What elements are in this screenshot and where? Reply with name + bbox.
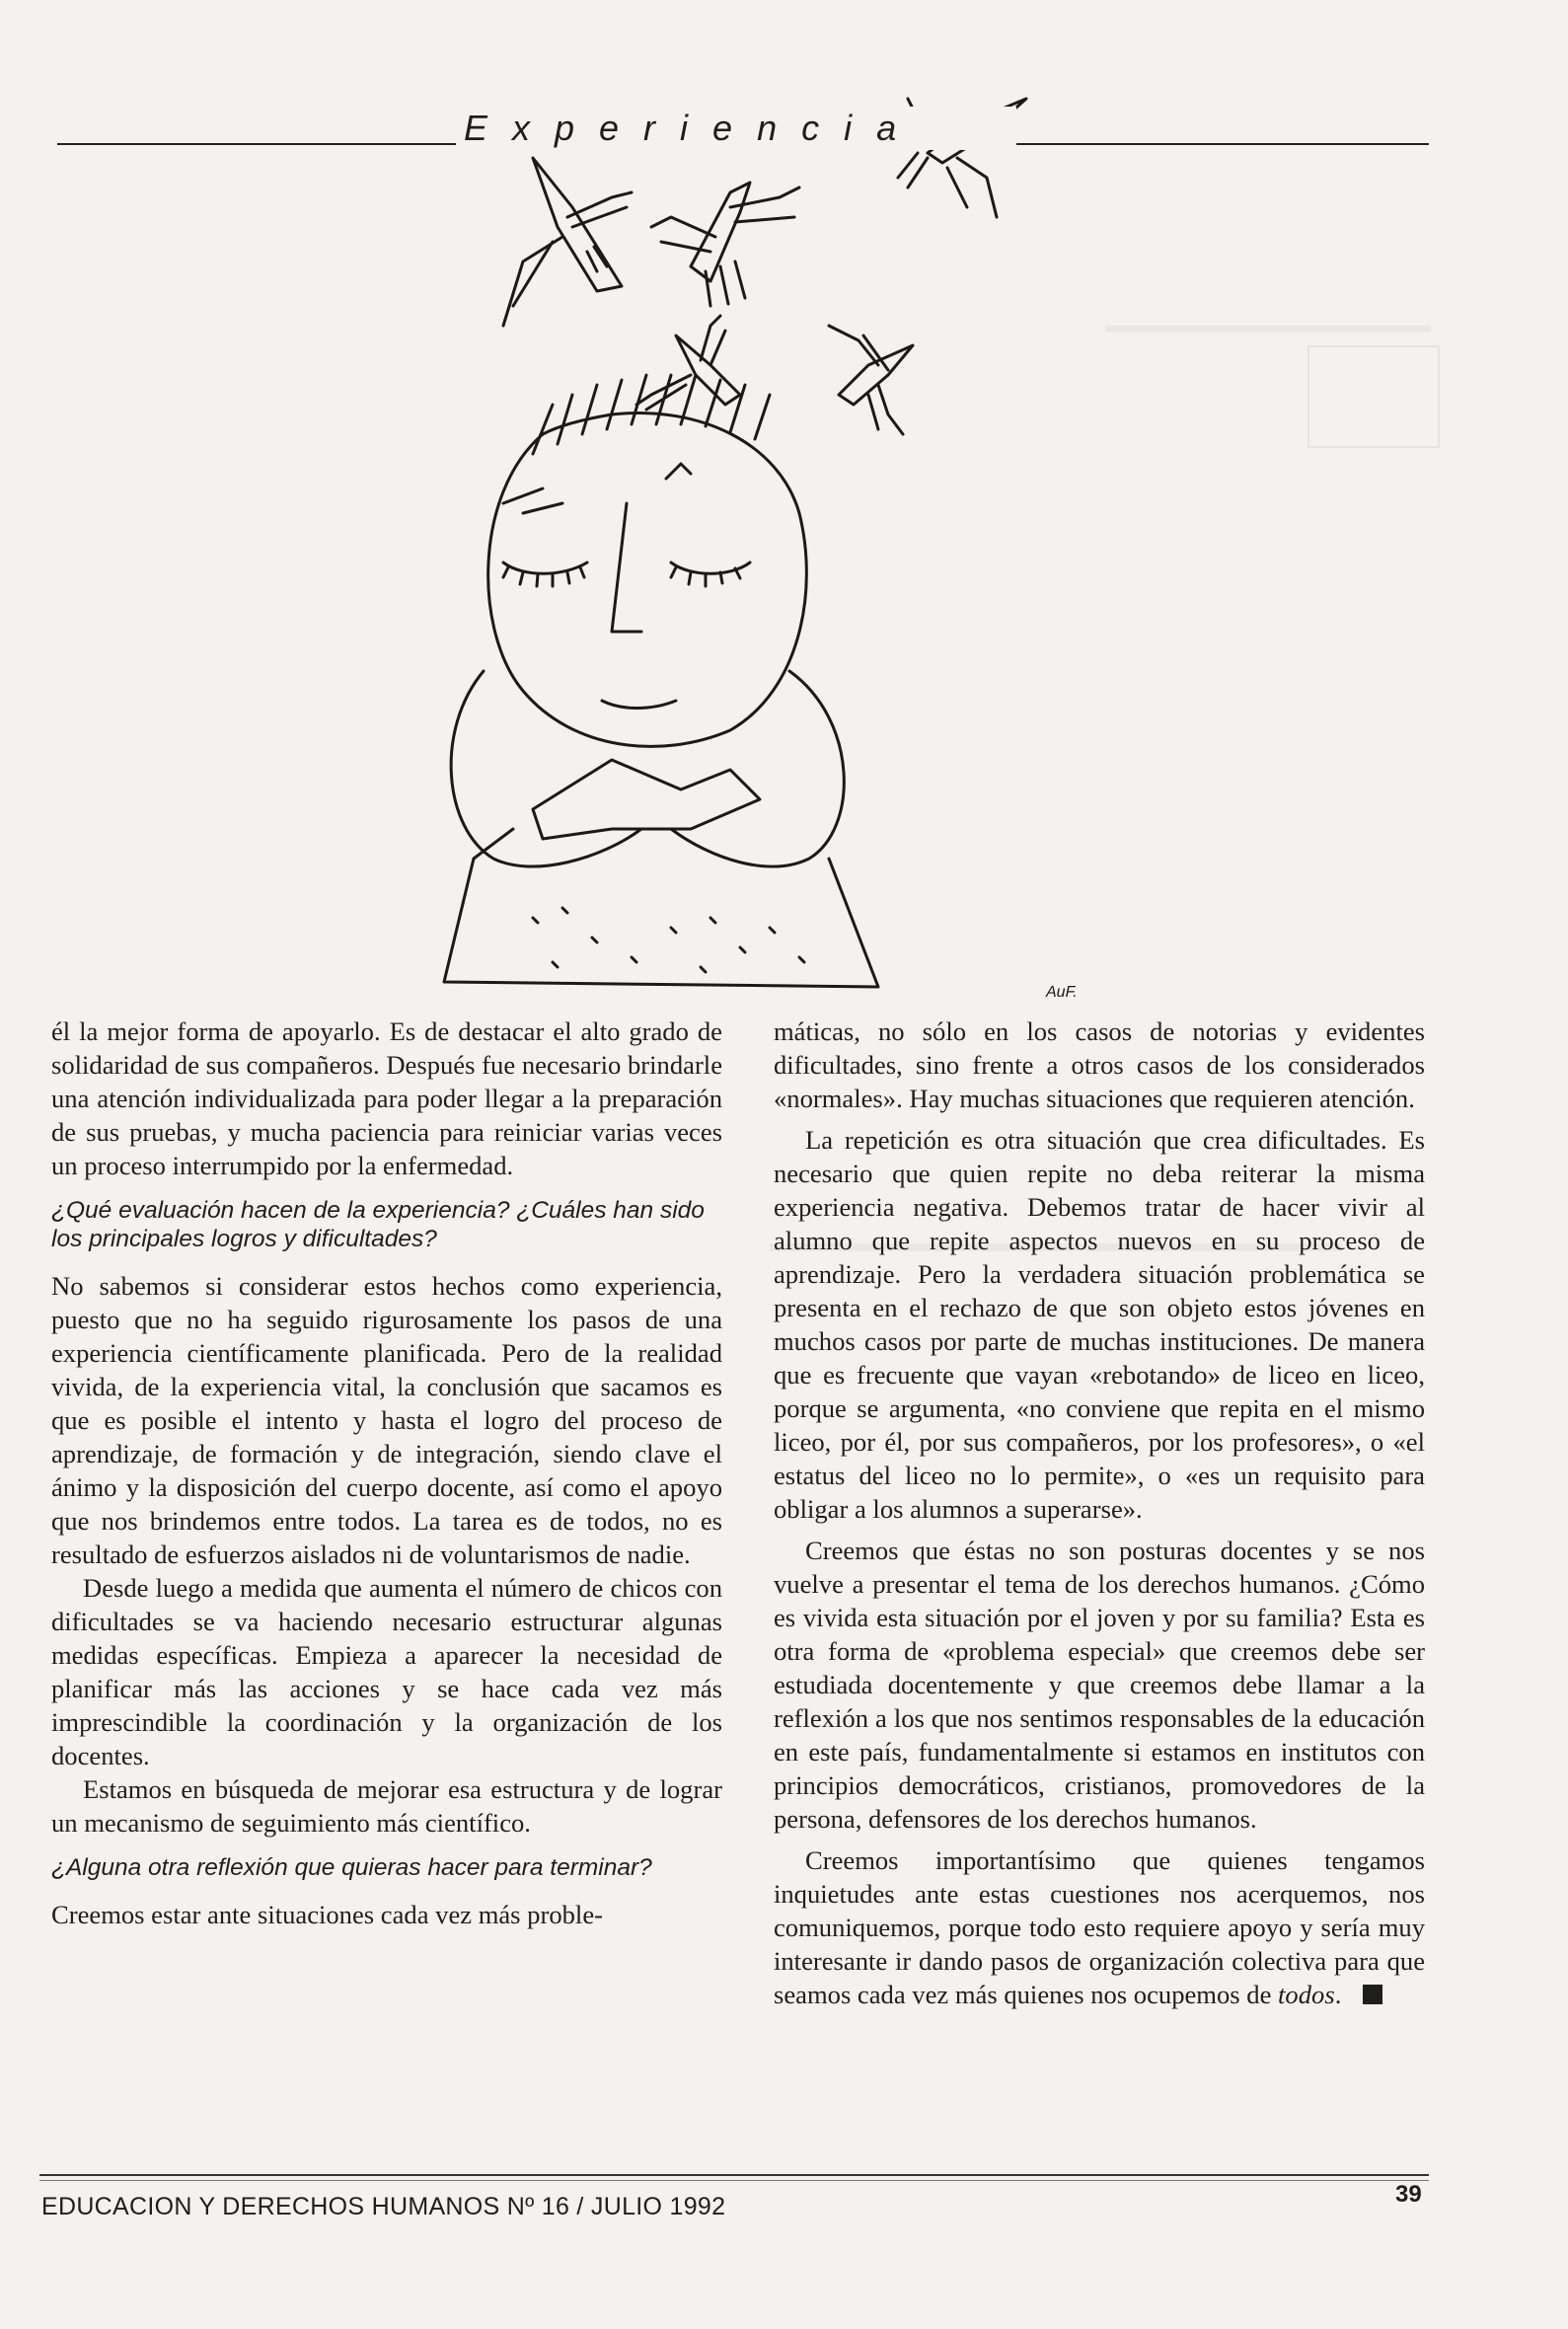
- interview-question: ¿Qué evaluación hacen de la experiencia? ¿Cuáles han sido los principales logros y dificultades?: [51, 1197, 705, 1252]
- page-number: 39: [1395, 2181, 1422, 2208]
- bleed-through-box: [1307, 345, 1440, 448]
- bird-icon: [503, 158, 632, 326]
- paragraph: él la mejor forma de apoyarlo. Es de destacar el alto grado de solidaridad de sus compañeros. Después fue necesario brindarle una atención individualizada para poder llegar a la preparación de sus pruebas, y mucha paciencia para reiniciar varias veces un proceso interrumpido por la enfermedad.: [51, 1016, 722, 1180]
- paragraph-text: Creemos importantísimo que quienes tengamos inquietudes ante estas cuestiones nos acerquemos, nos comuniquemos, porque todo esto requiere apoyo y sería muy interesante ir dando pasos de organización colectiva para que seamos cada vez más quienes nos ocupemos de: [774, 1845, 1425, 2009]
- paragraph-text: .: [1334, 1980, 1342, 2009]
- paragraph: Desde luego a medida que aumenta el número de chicos con dificultades se va haciendo necesario estructurar algunas medidas específicas. Empieza a aparecer la necesidad de planificar más las acciones y se hace cada vez más imprescindible la coordinación y la organización de los docentes.: [51, 1573, 722, 1770]
- artist-signature: AuF.: [1046, 984, 1078, 1001]
- paragraph: Estamos en búsqueda de mejorar esa estructura y de lograr un mecanismo de seguimiento más científico.: [51, 1774, 722, 1838]
- end-of-article-icon: [1363, 1985, 1382, 2004]
- interview-question: ¿Alguna otra reflexión que quieras hacer para terminar?: [51, 1854, 652, 1881]
- paragraph: Creemos que éstas no son posturas docentes y se nos vuelve a presentar el tema de los derechos humanos. ¿Cómo es vivida esta situación por el joven y por su familia? Esta es otra forma de «problema especial» que creemos debe ser estudiada docentemente y que creemos debe llamar a la reflexión a los que nos sentimos responsables de la educación en este país, fundamentalmente si estamos en institutos con principios democráticos, cristianos, promovedores de la persona, defensores de los derechos humanos.: [774, 1536, 1425, 1834]
- section-label-text: Experiencia: [464, 108, 922, 148]
- illustration-child-with-birds: [414, 79, 1125, 1007]
- section-label: [456, 107, 1016, 150]
- bird-icon: [651, 183, 799, 306]
- right-column: [774, 1014, 1425, 2011]
- paragraph: No sabemos si considerar estos hechos como experiencia, puesto que no ha seguido rigurosamente los pasos de una experiencia científicamente planificada. Pero de la realidad vivida, de la experiencia vital, la conclusión que sacamos es que es posible el intento y hasta el logro del proceso de aprendizaje, de formación y de integración, siendo clave el ánimo y la disposición del cuerpo docente, así como el apoyo que nos brindemos entre todos. La tarea es de todos, no es resultado de esfuerzos aislados ni de voluntarismos de nadie.: [51, 1271, 722, 1569]
- bird-icon: [829, 326, 913, 434]
- paragraph: máticas, no sólo en los casos de notorias y evidentes dificultades, sino frente a otros casos de los considerados «normales». Hay muchas situaciones que requieren atención.: [774, 1016, 1425, 1113]
- footer-rule: [39, 2174, 1429, 2176]
- paragraph: Creemos estar ante situaciones cada vez más proble-: [51, 1900, 603, 1929]
- dress: [444, 829, 878, 987]
- paragraph: [774, 1843, 1425, 2011]
- footer-rule: [39, 2180, 1429, 2181]
- paragraph: La repetición es otra situación que crea dificultades. Es necesario que quien repite no deba reiterar la misma experiencia negativa. Debemos tratar de hacer vivir al alumno que repite aspectos nuevos en su proceso de aprendizaje. Pero la verdadera situación problemática se presenta en el rechazo de que son objeto estos jóvenes en muchos casos por parte de muchas instituciones. De manera que es frecuente que vayan «rebotando» de liceo en liceo, porque se argumenta, «no conviene que repita en el mismo liceo, por él, por sus compañeros, por los profesores», o «el estatus del liceo no lo permite», o «es un requisito para obligar a los alumnos a superarse».: [774, 1125, 1425, 1524]
- left-column: [51, 1014, 722, 1931]
- emphasis: todos: [1278, 1980, 1335, 2009]
- bleed-through: [1105, 207, 1431, 332]
- journal-footer: EDUCACION Y DERECHOS HUMANOS Nº 16 / JULIO 1992: [41, 2193, 726, 2220]
